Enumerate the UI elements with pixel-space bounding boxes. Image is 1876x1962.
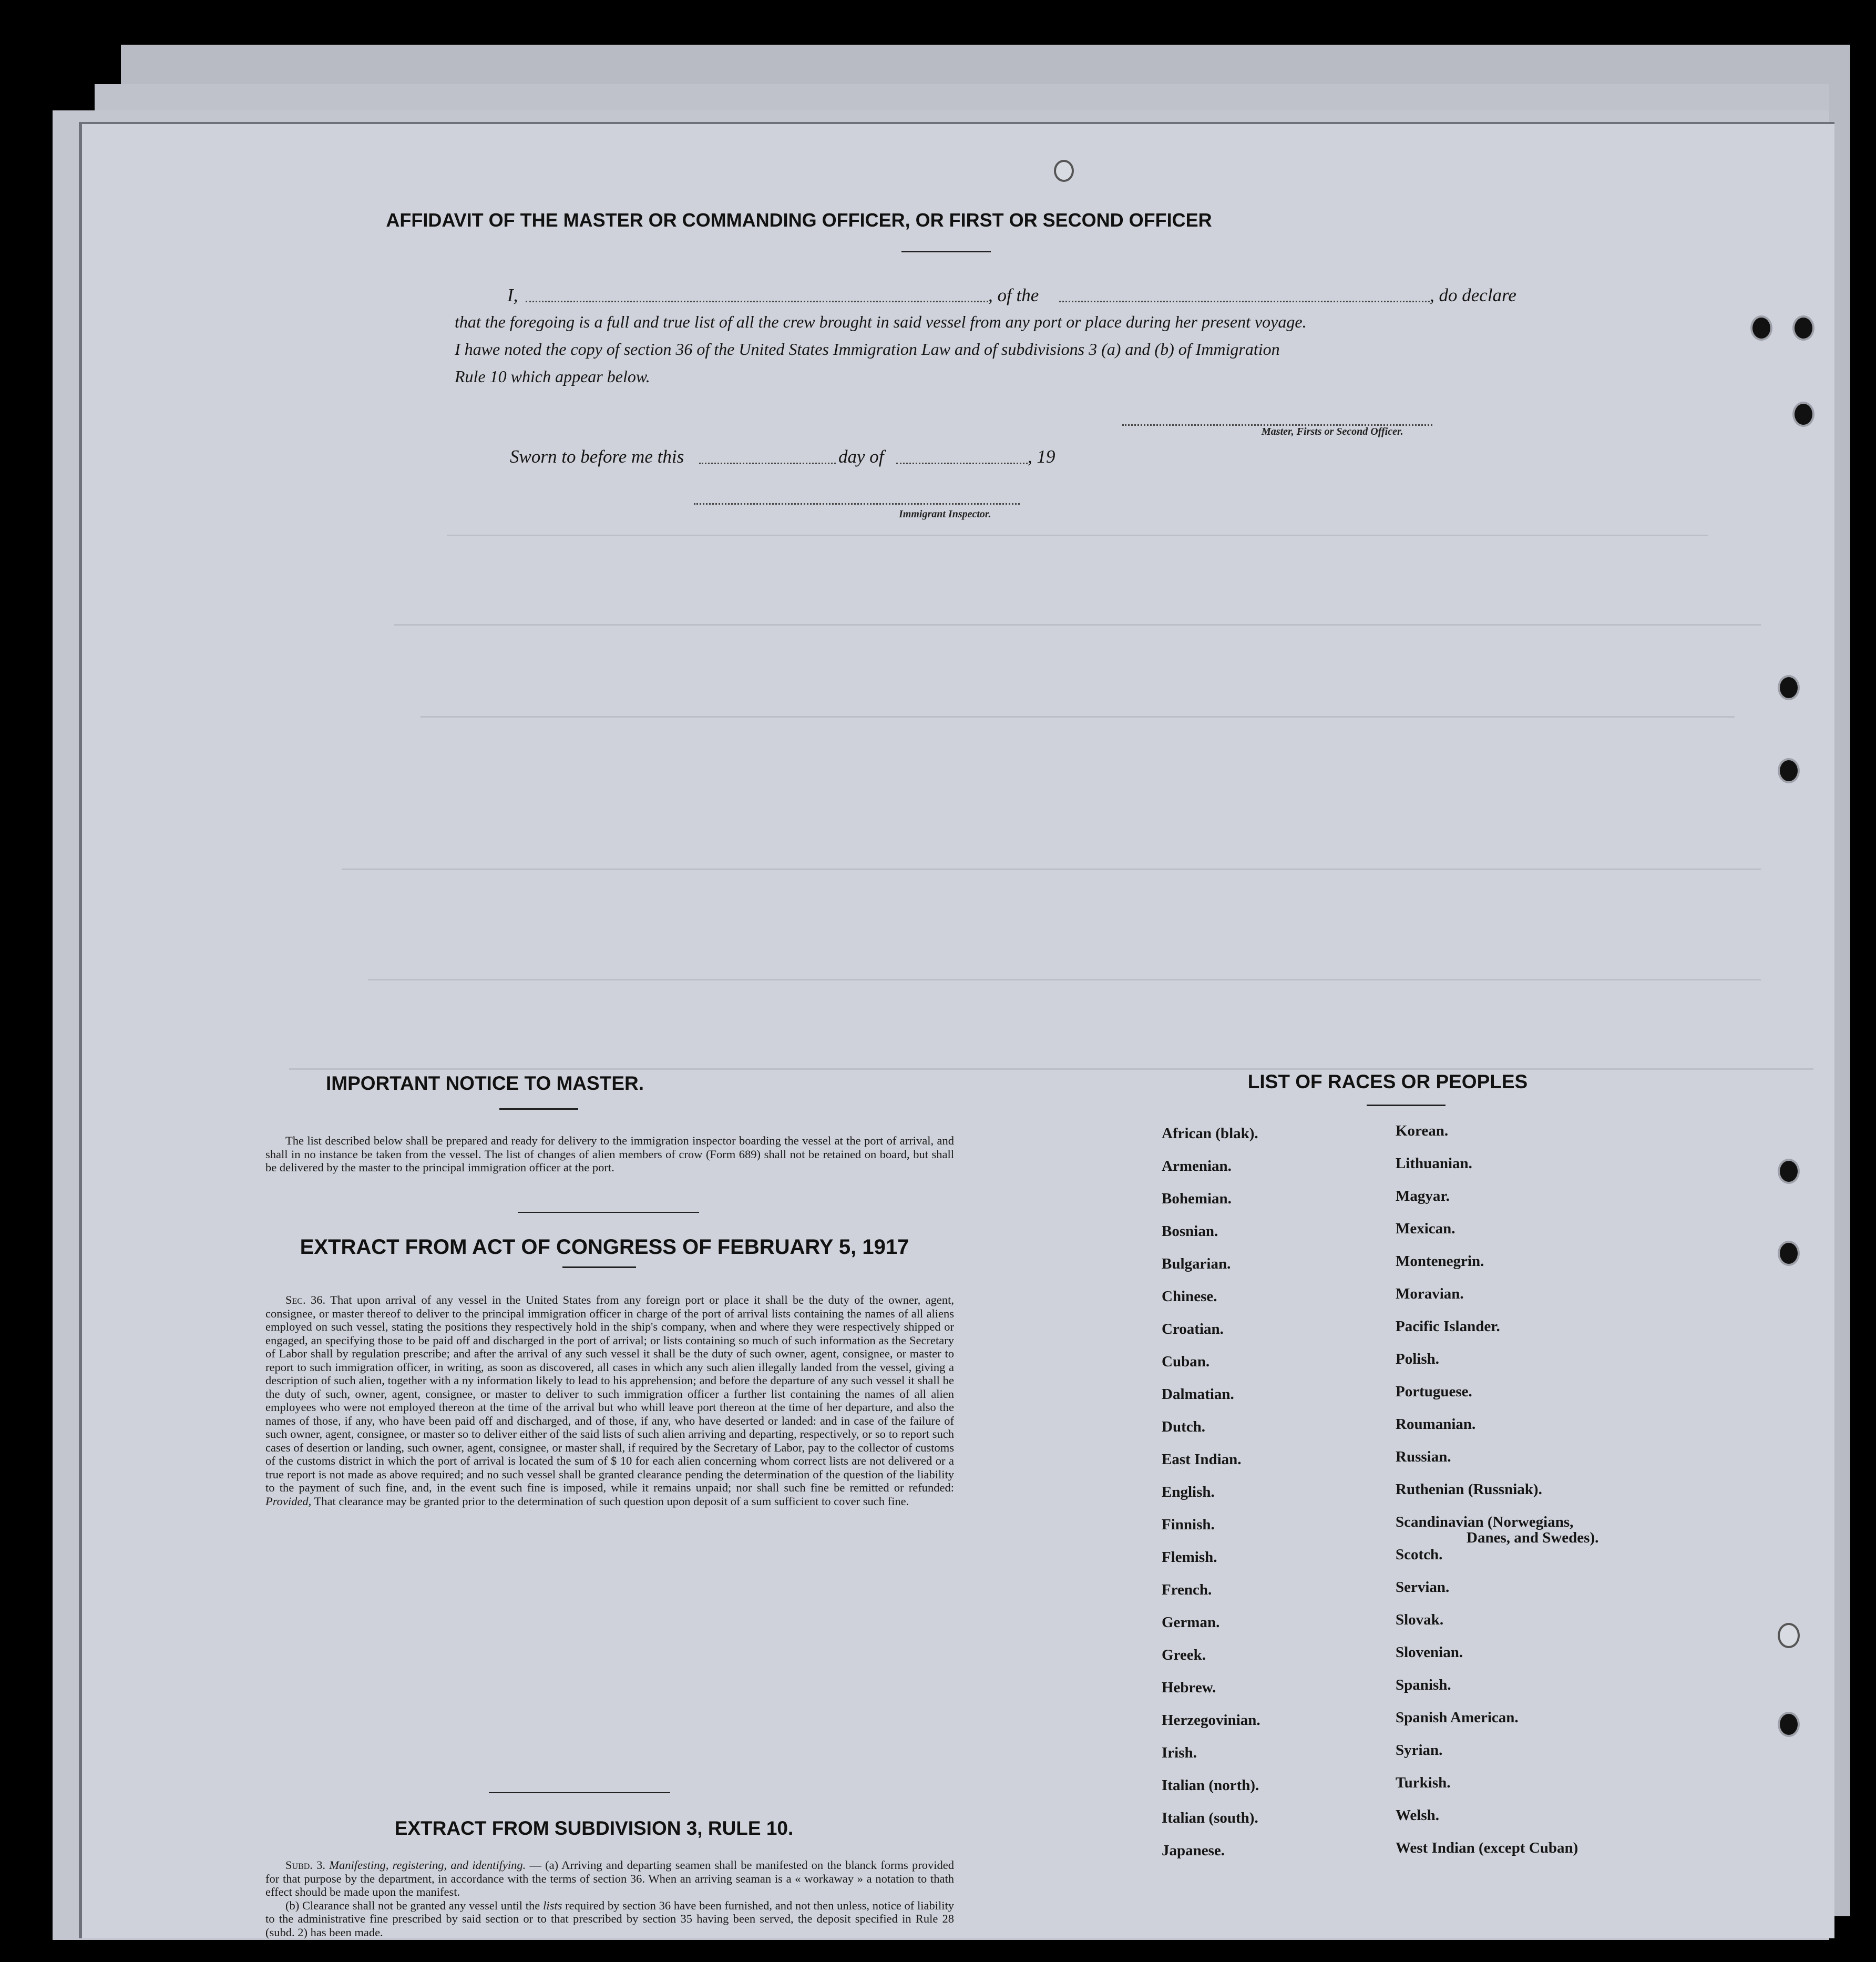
act-divider [489,1792,670,1793]
race-item: African (blak). [1162,1125,1258,1142]
page-edge [79,122,1834,124]
bleed-through-line [289,1068,1813,1070]
race-item: Scotch. [1396,1546,1443,1563]
race-item: Russian. [1396,1448,1451,1465]
declaration-prefix: I, [507,285,518,305]
race-item: Cuban. [1162,1353,1210,1370]
document-page [79,122,1834,1938]
race-item: Mexican. [1396,1220,1455,1237]
subd-heading: Manifesting, registering, and identifying. [329,1858,526,1872]
sworn-year: , 19 [1028,446,1055,467]
notice-text: The list described below shall be prepared and ready for delivery to the immigration inspector boarding the vessel at the port of arrival, and shall in no instance be taken from the vessel. The list of changes of alien members of crow (Form 689) shall not be retained on board, but shall be delivered by the master to the principal immigration officer at the port. [265,1134,954,1174]
affidavit-title: AFFIDAVIT OF THE MASTER OR COMMANDING OFFICER, OR FIRST OR SECOND OFFICER [386,209,1212,231]
notice-title: IMPORTANT NOTICE TO MASTER. [326,1072,644,1094]
race-item: Bosnian. [1162,1223,1218,1240]
race-item: Bulgarian. [1162,1255,1231,1272]
declaration-line-1 [507,285,518,306]
race-item: Dutch. [1162,1418,1205,1435]
race-item: Italian (south). [1162,1810,1258,1826]
punch-hole [1778,1623,1800,1648]
race-item: Irish. [1162,1744,1197,1761]
signature-label: Master, Firsts or Second Officer. [1262,426,1403,437]
provided-label: Provided, [265,1494,312,1508]
act-extract-text [265,1293,954,1508]
bleed-through-line [394,624,1761,626]
race-item: Polish. [1396,1351,1439,1367]
race-item: Herzegovinian. [1162,1712,1260,1729]
race-item: Portuguese. [1396,1383,1472,1400]
sworn-day-of: day of [838,446,884,467]
race-item: Scandinavian (Norwegians, [1396,1514,1574,1530]
para-a: — (a) Arriving and departing seamen shall be manifested on the blanck forms provided for that purpose by the department, in accordance with the terms of section 36. When an arriving seaman is a « workaway » a notation to thath effect should be made upon the manifest. [265,1858,954,1898]
sworn-text: Sworn to before me this [510,446,684,467]
act-rule [562,1266,636,1268]
section-label: Sec. 36. [285,1293,326,1306]
punch-hole [1778,1241,1800,1266]
month-blank [896,463,1028,464]
act-extract-title: EXTRACT FROM ACT OF CONGRESS OF FEBRUARY 5, 1917 [300,1235,909,1259]
race-item: Japanese. [1162,1842,1225,1859]
section-36-text: That upon arrival of any vessel in the United States from any foreign port or place it shall be the duty of the owner, agent, consignee, or master thereof to deliver to the principal immigration officer in charge of the port of arrival lists containing the names of all aliens employed on such vessel, stating the positions they respectively hold in the ship's company, when and where they were respectively shipped or engaged, an specifying those to be paid off and discharged in the port of arrival; or lists containing so much of such information as the Secretary of Labor shall by regulation prescribe; and after the arrival of any such vessel it shall be the duty of such owner, agent, consignee, or master to report to such immigration officer, in writing, as soon as discovered, all cases in which any such alien illegally landed from the vessel, giving a description of such alien, together with a ny information likely to lead to his apprehension; and before the departure of any such vessel it shall be the duty of such, owner, agent, consignee, or master to deliver to such immigration officer a further list containing the names of all alien employees who were not employed thereon at the time of the arrival but who whill leave port thereon at the time of her departure, and also the names of those, if any, who have been paid off and discharged, and of those, if any, who have deserted or landed: and in case of the failure of such owner, agent, consignee, or master so to deliver either of the said lists of such alien arriving and departing, respectively, or so to report such cases of desertion or landing, such owner, agent, consignee, or master shall, if required by the Secretary of Labor, pay to the collector of customs of the customs district in which the port of arrival is located the sum of $ 10 for each alien concerning whom correct lists are not delivered or a true report is not made as above required; and no such vessel shall be granted clearance pending the determination of the question of the liability to the payment of such fine, and, in the event such fine is imposed, while it remains unpaid; nor shall such fine be remitted or refunded: [265,1293,955,1494]
race-item: Chinese. [1162,1288,1217,1305]
race-item: East Indian. [1162,1451,1242,1468]
race-item: English. [1162,1484,1215,1500]
race-item: West Indian (except Cuban) [1396,1840,1578,1856]
race-item: Spanish. [1396,1677,1451,1693]
punch-hole [1778,675,1800,700]
races-rule [1367,1105,1446,1106]
race-item: Hebrew. [1162,1679,1216,1696]
race-continuation: Danes, and Swedes). [1467,1529,1599,1546]
races-title: LIST OF RACES OR PEOPLES [1247,1071,1528,1092]
vessel-blank [1059,301,1430,302]
race-item: Greek. [1162,1647,1206,1663]
race-item: Welsh. [1396,1807,1439,1824]
rule-extract-title: EXTRACT FROM SUBDIVISION 3, RULE 10. [394,1817,794,1839]
subd-label: Subd. 3. [285,1858,326,1872]
punch-hole [1778,1712,1800,1737]
race-item: Ruthenian (Russniak). [1396,1481,1542,1498]
race-item: Syrian. [1396,1742,1443,1759]
declaration-of-the: , of the [988,285,1039,305]
punch-hole [1792,315,1815,341]
declaration-line-2: that the foregoing is a full and true list of all the crew brought in said vessel from any port or place during her present voyage. [455,312,1307,331]
race-item: Flemish. [1162,1549,1217,1566]
race-item: Dalmatian. [1162,1386,1234,1403]
title-rule [901,251,991,252]
punch-hole [1054,160,1074,182]
page-edge [79,122,82,1938]
race-item: Slovenian. [1396,1644,1463,1661]
race-item: Italian (north). [1162,1777,1259,1794]
para-b-rest: required by section 36 have been furnished, and not then unless, notice of liability to the administrative fine prescribed by said section or to that prescribed by section 35 having been served, the deposit specified in Rule 28 (subd. 2) has been made. [265,1898,954,1939]
punch-hole [1778,1159,1800,1184]
punch-hole [1750,315,1772,341]
race-item: Croatian. [1162,1321,1224,1337]
race-item: Moravian. [1396,1285,1464,1302]
race-item: Korean. [1396,1122,1449,1139]
race-item: Finnish. [1162,1516,1215,1533]
inspector-blank [694,503,1020,505]
declaration-line-4: Rule 10 which appear below. [455,367,650,386]
race-item: Montenegrin. [1396,1253,1484,1270]
race-item: Magyar. [1396,1188,1450,1204]
races-left-column [1162,1125,1260,1875]
race-item: Armenian. [1162,1158,1232,1174]
race-item: Lithuanian. [1396,1155,1472,1172]
race-item: German. [1162,1614,1220,1631]
race-item: Servian. [1396,1579,1450,1596]
para-b-prefix: (b) Clearance shall not be granted any vessel until the [285,1898,540,1912]
bleed-through-line [447,535,1708,536]
races-right-column [1396,1122,1578,1872]
race-item: Slovak. [1396,1611,1444,1628]
notice-rule [499,1108,578,1110]
provided-text: That clearance may be granted prior to the determination of such question upon deposit of a sum sufficient to cover such fine. [314,1494,909,1508]
race-item: Turkish. [1396,1774,1451,1791]
inspector-label: Immigrant Inspector. [899,508,991,520]
race-item: Roumanian. [1396,1416,1476,1433]
declaration-line-3: I hawe noted the copy of section 36 of the United States Immigration Law and of subdivisions 3 (a) and (b) of Immigration [455,340,1280,359]
bleed-through-line [368,979,1761,980]
para-b-lists: lists [543,1898,562,1912]
name-blank [526,301,988,302]
declaration-do-declare: , do declare [1430,285,1516,305]
punch-hole [1778,758,1800,783]
rule-extract-text [265,1858,954,1939]
race-item: Spanish American. [1396,1709,1519,1726]
day-blank [699,463,836,464]
notice-divider [518,1212,699,1213]
race-item: French. [1162,1581,1212,1598]
bleed-through-line [421,716,1735,718]
race-item: Pacific Islander. [1396,1318,1500,1335]
bleed-through-line [342,868,1761,870]
race-item: Bohemian. [1162,1190,1232,1207]
punch-hole [1792,402,1815,427]
